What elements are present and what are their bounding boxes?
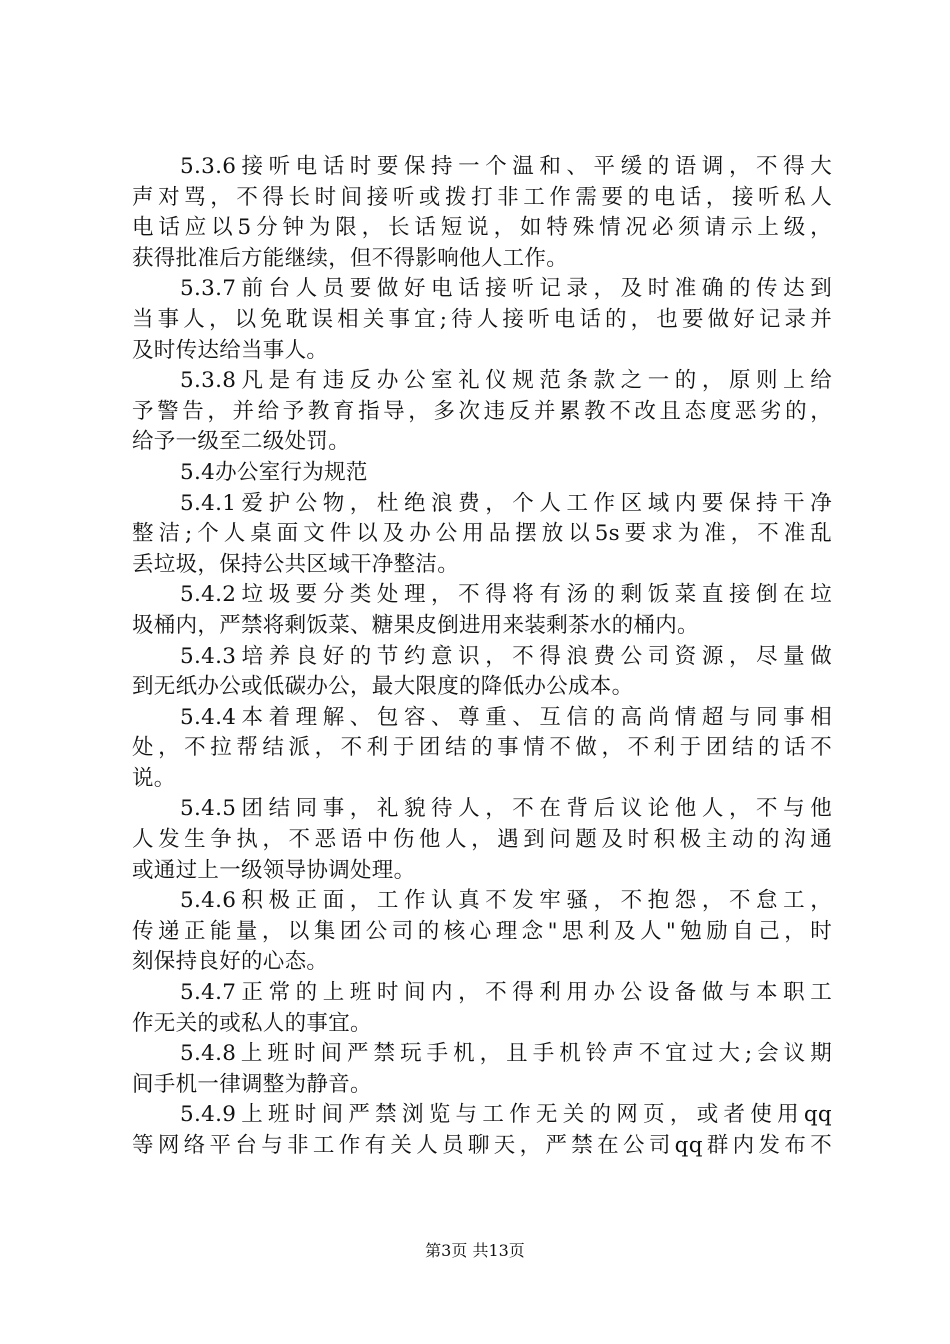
text-line: 圾桶内，严禁将剩饭菜、糖果皮倒进用来装剩茶水的桶内。 [132,612,699,638]
text-line: 电话应以5分钟为限，长话短说，如特殊情况必须请示上级， [132,215,832,241]
text-line: 等网络平台与非工作有关人员聊天，严禁在公司qq群内发布不 [132,1133,832,1158]
text-line: 5.4.8上班时间严禁玩手机，且手机铃声不宜过大;会议期 [180,1041,832,1067]
text-line: 5.4.7正常的上班时间内，不得利用办公设备做与本职工 [180,980,832,1006]
text-line: 到无纸办公或低碳办公，最大限度的降低办公成本。 [132,674,634,700]
text-line: 及时传达给当事人。 [132,337,329,363]
text-line: 传递正能量，以集团公司的核心理念"思利及人"勉励自己，时 [132,918,832,944]
text-line: 5.4.4本着理解、包容、尊重、互信的高尚情超与同事相 [180,704,832,730]
text-line: 处，不拉帮结派，不利于团结的事情不做，不利于团结的话不 [132,735,832,761]
text-line: 予警告，并给予教育指导，多次违反并累教不改且态度恶劣的， [132,398,832,424]
text-line: 5.4.2垃圾要分类处理，不得将有汤的剩饭菜直接倒在垃 [180,582,832,608]
text-line: 作无关的或私人的事宜。 [132,1010,372,1036]
text-line: 5.4办公室行为规范 [180,459,368,485]
text-line: 当事人，以免耽误相关事宜;待人接听电话的，也要做好记录并 [132,306,832,332]
text-line: 5.3.7前台人员要做好电话接听记录，及时准确的传达到 [180,276,832,302]
text-line: 或通过上一级领导协调处理。 [132,857,416,883]
text-line: 5.4.6积极正面，工作认真不发牢骚，不抱怨，不怠工， [180,888,832,914]
text-line: 5.4.5团结同事，礼貌待人，不在背后议论他人，不与他 [180,796,832,822]
document-body [132,152,832,1162]
text-line: 5.4.9上班时间严禁浏览与工作无关的网页，或者使用qq [180,1102,832,1128]
text-line: 说。 [132,765,176,791]
text-line: 获得批准后方能继续，但不得影响他人工作。 [132,245,569,271]
text-line: 人发生争执，不恶语中伤他人，遇到问题及时积极主动的沟通 [132,827,832,853]
text-line: 丢垃圾，保持公共区域干净整洁。 [132,551,460,577]
text-line: 5.3.8凡是有违反办公室礼仪规范条款之一的，原则上给 [180,368,832,394]
text-line: 5.3.6接听电话时要保持一个温和、平缓的语调，不得大 [180,154,832,179]
text-line: 整洁;个人桌面文件以及办公用品摆放以5s要求为准，不准乱 [132,521,832,547]
text-line: 间手机一律调整为静音。 [132,1071,372,1097]
text-line: 声对骂，不得长时间接听或拨打非工作需要的电话，接听私人 [132,184,832,210]
text-line: 刻保持良好的心态。 [132,949,329,975]
text-line: 5.4.3培养良好的节约意识，不得浪费公司资源，尽量做 [180,643,832,669]
text-line: 给予一级至二级处罚。 [132,429,351,455]
page-footer: 第3页 共13页 [425,1241,525,1260]
text-line: 5.4.1爱护公物，杜绝浪费，个人工作区域内要保持干净 [180,490,832,516]
